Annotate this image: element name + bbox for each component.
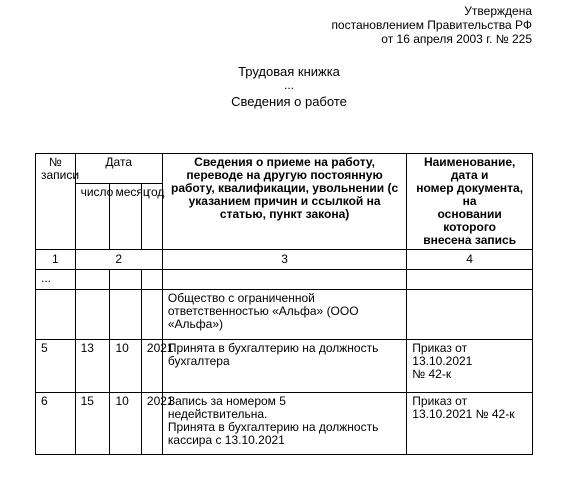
column-number-3: 3 [162, 250, 406, 270]
header-date: Дата [75, 154, 162, 184]
organization-name: Общество с ограниченной ответственностью «Альфа» (ООО «Альфа») [162, 290, 406, 340]
ellipsis-cell: ... [36, 270, 76, 290]
record-document: Приказ от 13.10.2021 № 42-к [407, 340, 533, 393]
header-record-no: № записи [36, 154, 76, 250]
header-info: Сведения о приеме на работу, переводе на другую постоянную работу, квалификации, увольнении (с указанием причин и ссылкой на статью, пункт закона) [162, 154, 406, 250]
header-document: Наименование, дата и номер документа, на основании которого внесена запись [407, 154, 533, 250]
document-ellipsis: ... [283, 78, 294, 92]
record-day: 15 [75, 393, 110, 455]
record-document: Приказ от 13.10.2021 № 42-к [407, 393, 533, 455]
record-info: Запись за номером 5 недействительна. Принята в бухгалтерию на должность кассира с 13.10.2021 [162, 393, 406, 455]
document-title: Трудовая книжка [238, 64, 340, 79]
approval-line-1: Утверждена [464, 4, 532, 18]
section-title: Сведения о работе [231, 94, 347, 109]
approval-stamp [331, 4, 532, 46]
approval-line-3: от 16 апреля 2003 г. № 225 [381, 32, 532, 46]
record-month: 10 [110, 340, 141, 393]
record-no: 5 [36, 340, 76, 393]
record-info: Принята в бухгалтерию на должность бухгалтера [162, 340, 406, 393]
record-year: 2021 [141, 340, 162, 393]
record-day: 13 [75, 340, 110, 393]
column-number-1: 1 [36, 250, 76, 270]
record-no: 6 [36, 393, 76, 455]
column-number-4: 4 [407, 250, 533, 270]
approval-line-2: постановлением Правительства РФ [331, 18, 532, 32]
work-records-table [35, 153, 533, 455]
ellipsis-row [36, 270, 533, 290]
header-day: число [75, 183, 110, 249]
column-numbers-row [36, 250, 533, 270]
column-number-2: 2 [75, 250, 162, 270]
header-year: год [141, 183, 162, 249]
table-row [36, 393, 533, 455]
record-year: 2021 [141, 393, 162, 455]
organization-row [36, 290, 533, 340]
table-row [36, 340, 533, 393]
record-month: 10 [110, 393, 141, 455]
header-month: месяц [110, 183, 141, 249]
